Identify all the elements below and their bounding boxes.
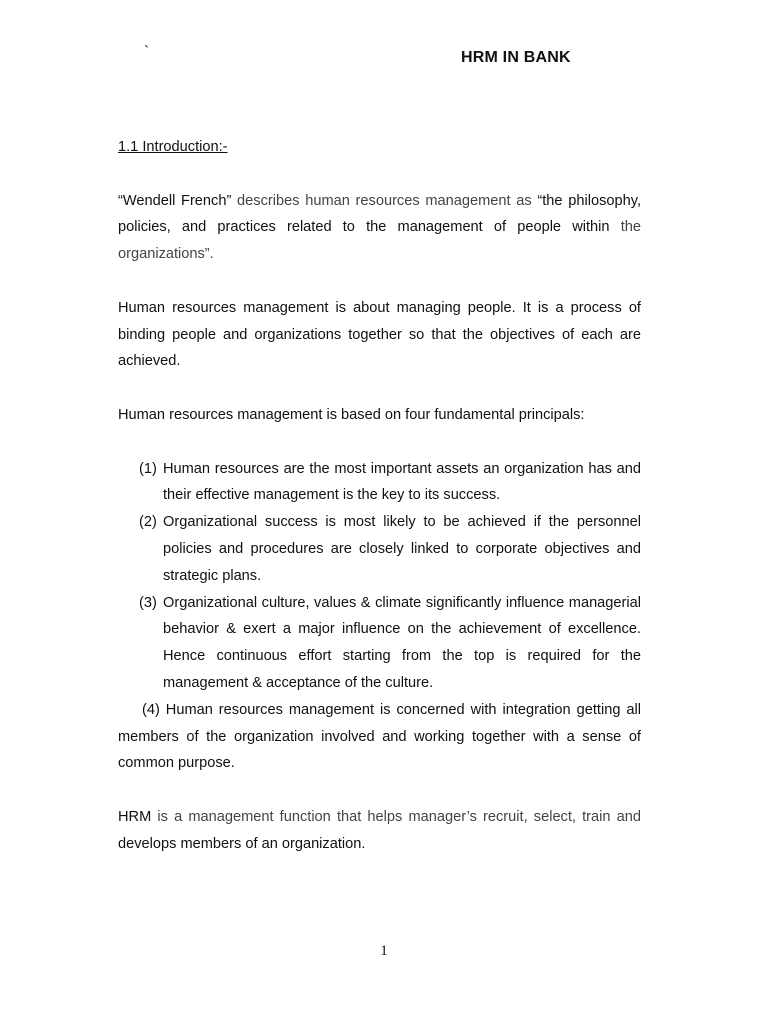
list-item-number: (2) bbox=[139, 514, 157, 531]
definition-quote-end: the organizations”. bbox=[118, 219, 641, 263]
principle-four: (4) Human resources management is concerned with integration getting all members of the organization involved and working together with a sense of common purpose. bbox=[118, 701, 641, 772]
section-heading: 1.1 Introduction:- bbox=[118, 139, 228, 155]
quote-author: “Wendell French” bbox=[118, 192, 232, 209]
list-item-text: Human resources are the most important assets an organization has and their effective management is the key to its success. bbox=[163, 460, 641, 504]
paragraph-definition bbox=[118, 188, 641, 268]
list-item bbox=[118, 509, 641, 589]
document-body bbox=[118, 134, 641, 884]
page-title: HRM IN BANK bbox=[461, 49, 571, 66]
list-item-number: (1) bbox=[139, 460, 157, 477]
list-item-text: Organizational success is most likely to be achieved if the personnel policies and procedures are closely linked to corporate objectives and strategic plans. bbox=[163, 514, 641, 584]
closing-hrm: HRM bbox=[118, 808, 152, 825]
list-item bbox=[118, 590, 641, 697]
closing-rest: develops members of an organization. bbox=[118, 835, 366, 852]
principles-list bbox=[118, 456, 641, 697]
list-item-number: (3) bbox=[139, 594, 157, 611]
list-item-text: Organizational culture, values & climate significantly influence managerial behavior & exert a major influence on the achievement of excellence. Hence continuous effort starting from the top is required for the management & acceptance of the culture. bbox=[163, 594, 641, 691]
paragraph-about: Human resources management is about managing people. It is a process of binding people and organizations together so that the objectives of each are achieved. bbox=[118, 299, 641, 370]
list-item bbox=[118, 456, 641, 510]
paragraph-closing bbox=[118, 804, 641, 858]
definition-quote: “the philosophy, policies, and practices related to the management of people within bbox=[118, 192, 642, 236]
page-number: 1 bbox=[380, 943, 388, 959]
definition-verb: describes human resources management as bbox=[231, 192, 538, 209]
closing-function: is a management function that helps manager’s recruit, select, train and bbox=[151, 808, 641, 825]
paragraph-principles-intro: Human resources management is based on four fundamental principals: bbox=[118, 406, 585, 423]
header-mark: ` bbox=[144, 43, 149, 60]
